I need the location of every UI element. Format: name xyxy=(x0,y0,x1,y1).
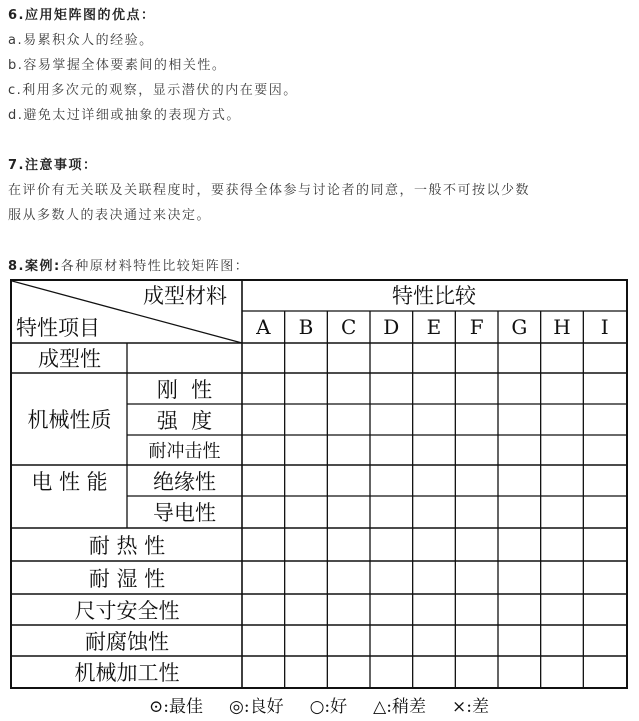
legend-good: ◎:良好 xyxy=(229,696,284,717)
column-header-d: D xyxy=(383,315,400,339)
advantage-b: b.容易掌握全体要素间的相关性。 xyxy=(8,58,227,73)
column-header-g: G xyxy=(511,315,528,339)
row-rigidity: 刚 性 xyxy=(156,377,213,402)
legend-slightly-poor: △:稍差 xyxy=(373,696,426,717)
section-8-label: 8.案例: xyxy=(8,259,61,274)
section-8-caption: 各种原材料特性比较矩阵图： xyxy=(60,259,250,274)
column-header-c: C xyxy=(341,315,357,339)
notice-line-1: 在评价有无关联及关联程度时，要获得全体参与讨论者的同意，一般不可按以少数 xyxy=(8,183,531,198)
row-conductivity: 导电性 xyxy=(153,501,216,525)
column-header-a: A xyxy=(256,315,271,339)
column-header-e: E xyxy=(426,315,442,339)
material-comparison-matrix xyxy=(10,279,628,689)
legend-fine: ○:好 xyxy=(309,696,348,717)
rating-legend xyxy=(10,690,628,718)
column-header-i: I xyxy=(600,315,609,339)
group-header-comparison: 特性比较 xyxy=(392,284,476,308)
column-header-h: H xyxy=(553,315,571,339)
row-dimensional: 尺寸安全性 xyxy=(74,598,180,623)
section-8-title xyxy=(8,255,249,274)
row-strength: 强 度 xyxy=(156,408,213,433)
row-molding: 成型性 xyxy=(38,347,101,371)
advantage-d: d.避免太过详细或抽象的表现方式。 xyxy=(8,108,241,123)
section-6-title: 6.应用矩阵图的优点： xyxy=(8,8,156,23)
legend-best: ⊙:最佳 xyxy=(149,696,204,717)
row-corrosion: 耐腐蚀性 xyxy=(85,629,169,654)
notice-line-2: 服从多数人的表决通过来决定。 xyxy=(8,208,212,223)
row-machining: 机械加工性 xyxy=(74,660,180,685)
row-mechanical: 机械性质 xyxy=(27,408,112,432)
section-7-title: 7.注意事项： xyxy=(8,158,98,173)
row-insulation: 绝缘性 xyxy=(153,469,216,494)
corner-property-label: 特性项目 xyxy=(16,316,100,340)
corner-material-label: 成型材料 xyxy=(143,284,227,308)
row-heat: 耐 热 性 xyxy=(88,533,166,558)
advantage-a: a.易累积众人的经验。 xyxy=(8,33,154,48)
legend-poor: ×:差 xyxy=(451,696,489,717)
column-header-b: B xyxy=(298,315,314,339)
row-electrical: 电 性 能 xyxy=(31,469,108,494)
row-impact: 耐冲击性 xyxy=(148,441,221,462)
column-header-f: F xyxy=(469,315,484,339)
row-humidity: 耐 湿 性 xyxy=(88,566,166,591)
advantage-c: c.利用多次元的观察，显示潜伏的内在要因。 xyxy=(8,83,298,98)
